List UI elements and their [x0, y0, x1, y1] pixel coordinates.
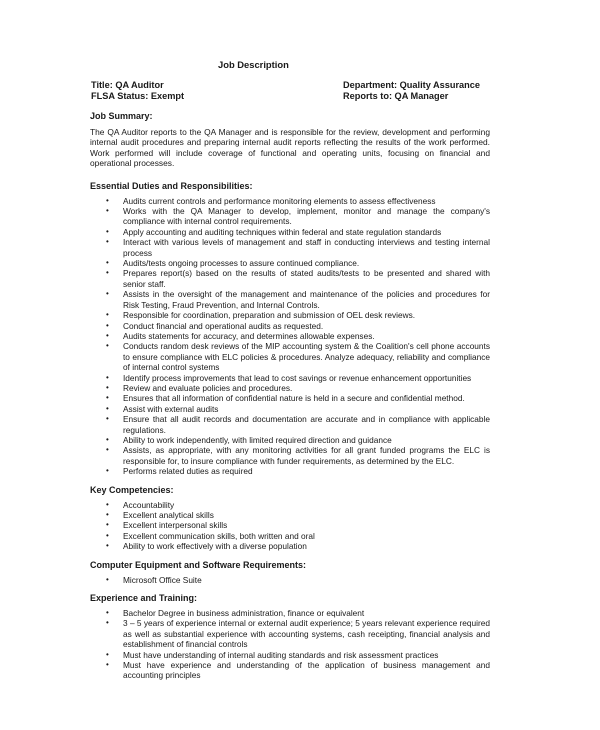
list-item-text: Prepares report(s) based on the results of stated audits/tests to be presented and shared with senior staff. — [123, 268, 490, 289]
duties-section — [90, 181, 490, 477]
experience-list — [90, 608, 490, 681]
bullet-icon: • — [106, 608, 109, 618]
list-item — [90, 373, 490, 383]
list-item — [90, 445, 490, 466]
bullet-icon: • — [106, 226, 109, 236]
list-item — [90, 383, 490, 393]
list-item-text: Audits statements for accuracy, and determines allowable expenses. — [123, 330, 375, 341]
bullet-icon: • — [106, 574, 109, 584]
list-item — [90, 608, 490, 618]
list-item-text: Assists, as appropriate, with any monitoring activities for all grant funded programs the ELC is responsible for, to insure compliance with funder requirements, as determined by the ELC. — [123, 445, 490, 466]
list-item-text: Assists in the oversight of the management and maintenance of the policies and procedures for Risk Testing, Fraud Prevention, and Internal Controls. — [123, 289, 490, 310]
list-item-text: Excellent interpersonal skills — [123, 520, 228, 531]
bullet-icon: • — [106, 649, 109, 659]
list-item — [90, 237, 490, 258]
department-line: Department: Quality Assurance — [343, 80, 481, 90]
competencies-list — [90, 500, 490, 552]
list-item-text: 3 – 5 years of experience internal or external audit experience; 5 years relevant experience required as well as substantial experience with accounting systems, cash receipting, financial analysis and establishment of financial controls — [123, 618, 490, 650]
list-item — [90, 341, 490, 372]
bullet-icon: • — [106, 445, 109, 455]
list-item-text: Excellent analytical skills — [123, 510, 214, 520]
list-item — [90, 258, 490, 268]
list-item-text: Must have understanding of internal auditing standards and risk assessment practices — [123, 649, 439, 660]
list-item-text: Assist with external audits — [123, 403, 219, 414]
list-item-text: Ensure that all audit records and documentation are accurate and in compliance with applicable regulations. — [123, 414, 490, 435]
equipment-section — [90, 560, 490, 585]
bullet-icon: • — [106, 403, 109, 413]
document-body — [90, 111, 490, 681]
list-item-text: Microsoft Office Suite — [123, 574, 202, 585]
list-item-text: Works with the QA Manager to develop, implement, monitor and manage the company's compliance with internal control requirements. — [123, 206, 490, 227]
list-item-text: Interact with various levels of management and staff in conducting interviews and testing internal process — [123, 237, 490, 258]
list-item — [90, 289, 490, 310]
list-item-text: Identify process improvements that lead to cost savings or revenue enhancement opportunities — [123, 372, 472, 383]
experience-section — [90, 593, 490, 681]
meta-right — [343, 80, 480, 102]
list-item-text: Must have experience and understanding of the application of business management and accounting principles — [123, 660, 490, 681]
list-item-text: Ensures that all information of confidential nature is held in a secure and confidential method. — [123, 393, 465, 404]
list-item-text: Responsible for coordination, preparation and submission of OEL desk reviews. — [123, 310, 416, 321]
job-summary-section — [90, 111, 490, 169]
list-item — [90, 500, 490, 510]
bullet-icon: • — [106, 382, 109, 392]
list-item-text: Apply accounting and auditing techniques within federal and state regulation standards — [123, 226, 442, 237]
list-item — [90, 206, 490, 227]
bullet-icon: • — [106, 372, 109, 382]
list-item — [90, 660, 490, 681]
list-item-text: Bachelor Degree in business administration, finance or equivalent — [123, 608, 365, 619]
list-item — [90, 227, 490, 237]
bullet-icon: • — [106, 289, 109, 299]
bullet-icon: • — [106, 618, 109, 628]
meta-left — [91, 80, 184, 102]
flsa-status-line: FLSA Status: Exempt — [91, 91, 185, 101]
list-item — [90, 331, 490, 341]
list-item — [90, 650, 490, 660]
bullet-icon: • — [106, 434, 109, 444]
equipment-heading: Computer Equipment and Software Requirements: — [90, 559, 307, 570]
bullet-icon: • — [106, 660, 109, 670]
bullet-icon: • — [106, 341, 109, 351]
list-item — [90, 196, 490, 206]
equipment-list — [90, 575, 490, 585]
bullet-icon: • — [106, 320, 109, 330]
list-item — [90, 393, 490, 403]
list-item-text: Review and evaluate policies and procedures. — [123, 382, 293, 393]
bullet-icon: • — [106, 195, 109, 205]
list-item — [90, 414, 490, 435]
list-item — [90, 466, 490, 476]
reports-to-line: Reports to: QA Manager — [343, 91, 449, 101]
list-item — [90, 435, 490, 445]
bullet-icon: • — [106, 466, 109, 476]
job-summary-heading: Job Summary: — [90, 111, 153, 121]
list-item-text: Audits current controls and performance monitoring elements to assess effectiveness — [123, 195, 436, 206]
bullet-icon: • — [106, 530, 109, 540]
list-item — [90, 541, 490, 551]
bullet-icon: • — [106, 499, 109, 509]
bullet-icon: • — [106, 268, 109, 278]
list-item — [90, 404, 490, 414]
list-item — [90, 575, 490, 585]
bullet-icon: • — [106, 330, 109, 340]
bullet-icon: • — [106, 541, 109, 551]
bullet-icon: • — [106, 310, 109, 320]
list-item-text: Accountability — [123, 499, 175, 510]
bullet-icon: • — [106, 258, 109, 268]
list-item — [90, 268, 490, 289]
competencies-heading: Key Competencies: — [90, 484, 174, 495]
list-item — [90, 520, 490, 530]
competencies-section — [90, 485, 490, 552]
experience-heading: Experience and Training: — [90, 593, 198, 604]
list-item — [90, 310, 490, 320]
list-item-text: Performs related duties as required — [123, 466, 253, 477]
list-item — [90, 510, 490, 520]
list-item-text: Conducts random desk reviews of the MIP accounting system & the Coalition's cell phone accounts to ensure compliance with ELC policies & procedures. Analyze adequacy, reliability and compliance of internal control systems — [123, 341, 490, 373]
bullet-icon: • — [106, 414, 109, 424]
list-item-text: Ability to work effectively with a diverse population — [123, 541, 307, 552]
list-item-text: Conduct financial and operational audits as requested. — [123, 320, 324, 331]
job-title-line: Title: QA Auditor — [91, 80, 164, 90]
list-item-text: Excellent communication skills, both written and oral — [123, 530, 315, 541]
job-summary-text: The QA Auditor reports to the QA Manager and is responsible for the review, development and performing internal audit procedures and preparing internal audit reports reflecting the results of the work performed. Work performed will include coverage of functional and operating units, focusing on financial and operational processes. — [90, 127, 490, 169]
list-item-text: Audits/tests ongoing processes to assure continued compliance. — [123, 258, 360, 269]
document-title: Job Description — [218, 59, 289, 70]
bullet-icon: • — [106, 520, 109, 530]
bullet-icon: • — [106, 237, 109, 247]
list-item — [90, 321, 490, 331]
duties-heading: Essential Duties and Responsibilities: — [90, 180, 253, 191]
list-item-text: Ability to work independently, with limited required direction and guidance — [123, 434, 392, 445]
bullet-icon: • — [106, 206, 109, 216]
duties-list — [90, 196, 490, 477]
list-item — [90, 531, 490, 541]
bullet-icon: • — [106, 510, 109, 519]
list-item — [90, 618, 490, 649]
bullet-icon: • — [106, 393, 109, 403]
